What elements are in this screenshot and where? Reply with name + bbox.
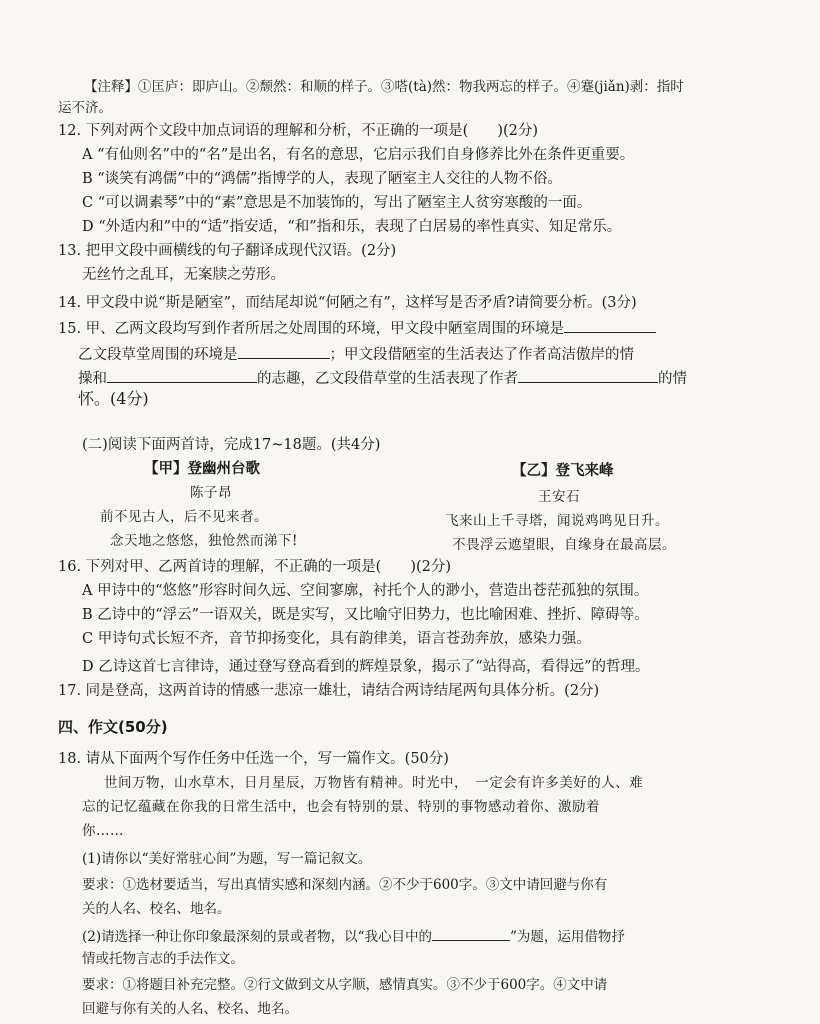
q18-intro-3: 你…… [82, 823, 124, 839]
q12-option-a: A “有仙则名”中的“名”是出名，有名的意思，它启示我们自身修养比外在条件更重要。 [82, 147, 635, 163]
answer-blank[interactable] [107, 368, 257, 383]
q12-option-d: D “外适内和”中的“适”指安适，“和”指和乐，表现了白居易的率性真实、知足常乐。 [82, 219, 622, 235]
poem-b-author: 王安石 [538, 489, 580, 505]
notes-line-1: 【注释】①匡庐：即庐山。②颓然：和顺的样子。③嗒(tà)然：物我两忘的样子。④蹇(jiǎn)剥：指时 [84, 79, 684, 95]
q18-task-2: (2)请选择一种让你印象最深刻的景或者物，以“我心目中的 ”为题，运用借物抒 [82, 926, 625, 946]
poem-a-line-2: 念天地之悠悠，独怆然而涕下! [110, 533, 298, 549]
q15-line-2: 乙文段草堂周围的环境是 ；甲文段借陋室的生活表达了作者高洁傲岸的情 [78, 344, 634, 364]
title-blank[interactable] [432, 926, 510, 941]
q16-stem: 16. 下列对甲、乙两首诗的理解，不正确的一项是( )(2分) [58, 559, 452, 575]
q15-line-4: 怀。(4分) [78, 389, 149, 408]
q12-option-b: B “谈笑有鸿儒”中的“鸿儒”指博学的人，表现了陋室主人交往的人物不俗。 [82, 171, 562, 187]
q12-stem: 12. 下列对两个文段中加点词语的理解和分析，不正确的一项是( )(2分) [58, 123, 539, 139]
q15-line-1: 15. 甲、乙两文段均写到作者所居之处周围的环境，甲文段中陋室周围的环境是 [58, 318, 656, 338]
q18-intro-1: 世间万物，山水草木，日月星辰，万物皆有精神。时光中， 一定会有许多美好的人、难 [104, 775, 644, 791]
poem-a-author: 陈子昂 [190, 485, 232, 501]
q12-option-c: C “可以调素琴”中的“素”意思是不加装饰的，写出了陋室主人贫穷寒酸的一面。 [82, 195, 592, 211]
poem-a-title: 【甲】登幽州台歌 [144, 461, 260, 477]
answer-blank[interactable] [564, 318, 656, 333]
q14-stem: 14. 甲文段中说“斯是陋室”，而结尾却说“何陋之有”，这样写是否矛盾?请简要分析。(3分) [58, 295, 637, 311]
answer-blank[interactable] [518, 368, 658, 383]
q18-stem: 18. 请从下面两个写作任务中任选一个，写一篇作文。(50分) [58, 751, 449, 767]
q15-line-3: 操和 的志趣，乙文段借草堂的生活表现了作者 的情 [78, 368, 687, 388]
poem-b-title: 【乙】登飞来峰 [512, 463, 614, 479]
q18-requirement-1b: 关的人名、校名、地名。 [82, 901, 231, 917]
q18-requirement-2b: 回避与你有关的人名、校名、地名。 [82, 1001, 298, 1017]
q18-task-1: (1)请你以“美好常驻心间”为题，写一篇记叙文。 [82, 851, 372, 867]
poem-b-line-2: 不畏浮云遮望眼，自缘身在最高层。 [452, 537, 676, 553]
q18-task-2-cont: 情或托物言志的手法作文。 [82, 951, 244, 967]
q13-stem: 13. 把甲文段中画横线的句子翻译成现代汉语。(2分) [58, 243, 397, 259]
answer-blank[interactable] [238, 344, 330, 359]
q16-option-c: C 甲诗句式长短不齐，音节抑扬变化，具有韵律美，语言苍劲奔放，感染力强。 [82, 631, 591, 647]
notes-line-2: 运不济。 [58, 100, 112, 116]
q18-requirement-2a: 要求：①将题目补充完整。②行文做到文从字顺，感情真实。③不少于600字。④文中请 [82, 977, 608, 993]
q18-intro-2: 忘的记忆蕴藏在你我的日常生活中，也会有特别的景、特别的事物感动着你、激励着 [82, 799, 600, 815]
q17-stem: 17. 同是登高，这两首诗的情感一悲凉一雄壮，请结合两诗结尾两句具体分析。(2分) [58, 683, 600, 699]
section-2-heading: (二)阅读下面两首诗，完成17~18题。(共4分) [82, 437, 381, 453]
q16-option-b: B 乙诗中的“浮云”一语双关，既是实写，又比喻守旧势力，也比喻困难、挫折、障碍等。 [82, 607, 649, 623]
poem-b-line-1: 飞来山上千寻塔，闻说鸡鸣见日升。 [445, 513, 669, 529]
q16-option-a: A 甲诗中的“悠悠”形容时间久远、空间寥廓，衬托个人的渺小，营造出苍茫孤独的氛围。 [82, 583, 649, 599]
q13-sentence: 无丝竹之乱耳，无案牍之劳形。 [82, 267, 285, 283]
poem-a-line-1: 前不见古人，后不见来者。 [100, 509, 268, 525]
q16-option-d: D 乙诗这首七言律诗，通过登写登高看到的辉煌景象，揭示了“站得高，看得远”的哲理。 [82, 659, 650, 675]
q18-requirement-1a: 要求：①选材要适当，写出真情实感和深刻内涵。②不少于600字。③文中请回避与你有 [82, 877, 608, 893]
section-4-heading: 四、作文(50分) [58, 718, 168, 736]
